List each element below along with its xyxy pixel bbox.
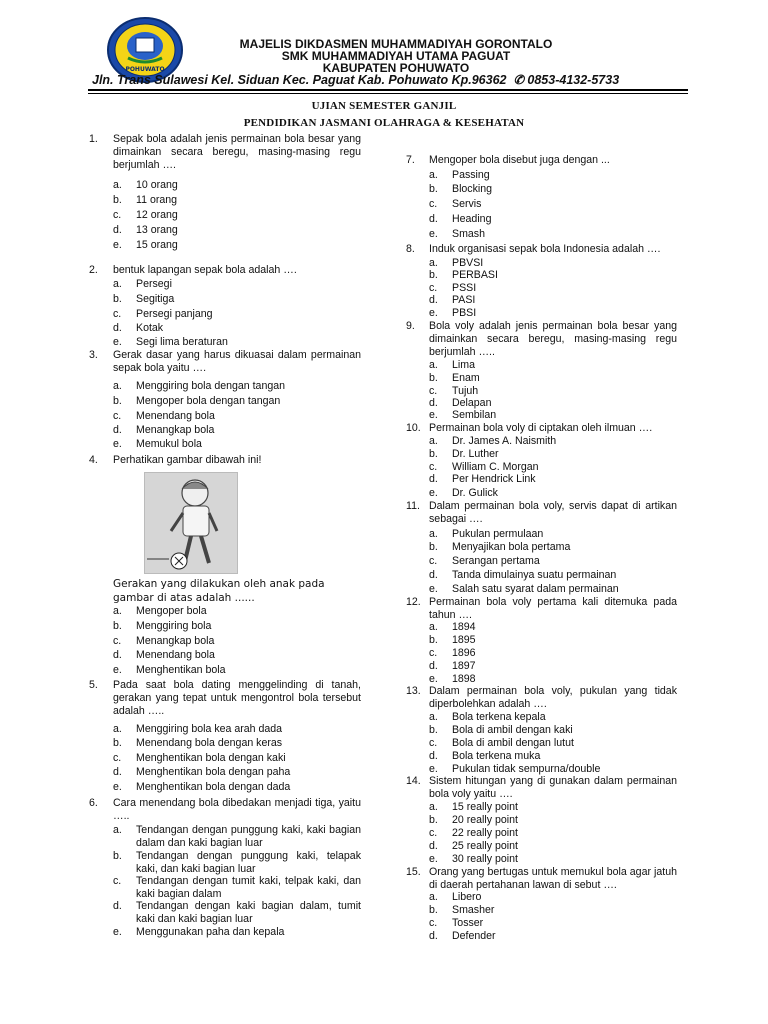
option-text: Lima [452,359,475,371]
question-number: 10. [406,422,421,434]
option-letter: c. [429,282,438,294]
option-text: Menghentikan bola dengan paha [136,766,291,778]
question-number: 1. [89,133,98,145]
option-text: 20 really point [452,814,518,826]
option-text: Blocking [452,183,493,195]
address-text: Jln. Trans Sulawesi Kel. Siduan Kec. Paguat Kab. Pohuwato Kp.96362 [92,73,507,87]
option-text: 1896 [452,647,476,659]
question-number: 11. [406,500,420,512]
question-text: Orang yang bertugas untuk memukul bola agar jatuh di daerah pertahanan lawan di sebut …. [429,866,677,891]
option-letter: e. [113,664,122,676]
option-letter: d. [429,660,438,672]
option-letter: a. [113,278,122,290]
question-number: 7. [406,154,415,166]
question-text: bentuk lapangan sepak bola adalah …. [113,264,297,276]
option-text: 11 orang [136,194,178,206]
question-text: Sistem hitungan yang di gunakan dalam permainan bola voly yaitu …. [429,775,677,800]
option-letter: e. [113,926,122,938]
option-letter: c. [429,461,438,473]
option-text: Menendang bola [136,649,215,661]
option-text: 30 really point [452,853,518,865]
option-letter: e. [113,239,122,251]
option-text: 12 orang [136,209,178,221]
option-text: Tosser [452,917,484,929]
header-line-1: MAJELIS DIKDASMEN MUHAMMADIYAH GORONTALO [239,37,553,51]
option-text: Delapan [452,397,492,409]
question-number: 12. [406,596,421,608]
question-text: Sepak bola adalah jenis permainan bola besar yang dimainkan secara beregu, masing-masing regu berjumlah …. [113,133,361,171]
option-text: PBSI [452,307,477,319]
option-letter: a. [429,359,438,371]
option-text: Menyajikan bola pertama [452,541,571,553]
option-letter: a. [429,891,438,903]
option-letter: e. [429,763,438,775]
option-text: 15 really point [452,801,518,813]
option-letter: b. [113,194,122,206]
question-12 [406,596,677,622]
option-letter: d. [429,750,438,762]
option-letter: c. [113,635,122,647]
question-3 [89,349,361,375]
option-letter: b. [429,634,438,646]
option-letter: e. [429,583,438,595]
option-text: William C. Morgan [452,461,539,473]
question-text: Pada saat bola dating menggelinding di tanah, gerakan yang tepat untuk mengontrol bola tersebut adalah ….. [113,679,361,717]
question-text: Dalam permainan bola voly, servis dapat di artikan sebagai …. [429,500,677,525]
option-letter: b. [429,541,438,553]
option-text: Mengoper bola dengan tangan [136,395,281,407]
option-letter: d. [429,473,438,485]
option-letter: d. [113,424,122,436]
option-letter: c. [113,410,122,422]
question-8 [406,243,677,256]
option-text: Tendangan dengan punggung kaki, telapak kaki, dan kaki bagian luar [136,850,361,875]
question-number: 8. [406,243,415,255]
option-text: Tendangan dengan kaki bagian dalam, tumit kaki dan kaki bagian luar [136,900,361,925]
option-letter: d. [113,649,122,661]
option-letter: a. [113,380,122,392]
option-letter: c. [113,752,122,764]
option-text: Servis [452,198,482,210]
question-text: Permainan bola voly di ciptakan oleh ilmuan …. [429,422,653,434]
option-text: Segi lima beraturan [136,336,228,348]
option-text: Sembilan [452,409,497,421]
header-rule-thick [88,89,688,91]
question-6 [89,797,361,823]
header-line-3: KABUPATEN POHUWATO [322,61,470,75]
option-letter: d. [113,322,122,334]
option-letter: b. [113,620,122,632]
option-letter: b. [429,814,438,826]
question-text: Perhatikan gambar dibawah ini! [113,454,262,466]
option-letter: c. [113,209,122,221]
option-letter: e. [429,853,438,865]
question-1 [89,133,361,172]
option-letter: e. [113,438,122,450]
option-letter: b. [429,372,438,384]
question-4 [89,454,361,467]
option-letter: e. [429,228,438,240]
option-letter: a. [113,179,122,191]
option-letter: d. [429,213,438,225]
picture-caption: Gerakan yang dilakukan oleh anak pada gambar di atas adalah ...... [113,578,325,604]
option-letter: c. [429,917,438,929]
option-text: 10 orang [136,179,178,191]
option-text: 13 orang [136,224,178,236]
option-text: Pukulan permulaan [452,528,544,540]
option-text: Dr. Luther [452,448,499,460]
option-text: PSSI [452,282,477,294]
option-text: 1897 [452,660,476,672]
option-letter: c. [429,827,438,839]
option-text: Menggunakan paha dan kepala [136,926,285,938]
question-9 [406,320,677,359]
option-letter: b. [429,448,438,460]
student-kicking-ball-illustration [144,472,238,574]
question-15 [406,866,677,892]
option-letter: d. [429,569,438,581]
option-letter: d. [429,397,438,409]
option-letter: d. [429,294,438,306]
option-text: Tendangan dengan punggung kaki, kaki bagian dalam dan kaki bagian luar [136,824,361,849]
option-letter: d. [429,840,438,852]
option-text: Menendang bola dengan keras [136,737,283,749]
option-letter: e. [429,673,438,685]
option-text: PERBASI [452,269,498,281]
option-text: Menggiring bola dengan tangan [136,380,286,392]
option-letter: c. [429,737,438,749]
option-text: Kotak [136,322,164,334]
question-10 [406,422,677,435]
question-number: 13. [406,685,421,697]
question-text: Induk organisasi sepak bola Indonesia adalah …. [429,243,661,255]
option-letter: c. [429,647,438,659]
option-text: Libero [452,891,482,903]
option-text: Bola terkena muka [452,750,541,762]
option-letter: e. [113,336,122,348]
option-text: 22 really point [452,827,518,839]
question-number: 4. [89,454,98,466]
option-text: 25 really point [452,840,518,852]
option-text: Persegi [136,278,172,290]
option-letter: b. [429,269,438,281]
option-text: Menangkap bola [136,424,215,436]
option-letter: b. [113,737,122,749]
question-text: Gerak dasar yang harus dikuasai dalam permainan sepak bola yaitu …. [113,349,361,374]
question-number: 3. [89,349,98,361]
option-letter: d. [113,900,122,912]
question-number: 15. [406,866,421,878]
question-text: Dalam permainan bola voly, pukulan yang tidak diperbolehkan adalah …. [429,685,677,710]
option-letter: a. [429,169,438,181]
option-text: PASI [452,294,476,306]
option-letter: a. [429,257,438,269]
option-letter: b. [113,293,122,305]
question-number: 14. [406,775,421,787]
option-letter: b. [113,395,122,407]
option-letter: a. [113,605,122,617]
option-text: 1898 [452,673,476,685]
option-text: Memukul bola [136,438,202,450]
question-14 [406,775,677,801]
option-text: 15 orang [136,239,178,251]
option-letter: c. [113,875,122,887]
question-number: 9. [406,320,415,332]
option-text: Tanda dimulainya suatu permainan [452,569,617,581]
option-letter: a. [429,435,438,447]
option-text: Bola terkena kepala [452,711,546,723]
question-number: 6. [89,797,98,809]
option-text: Menghentikan bola dengan kaki [136,752,286,764]
option-text: Enam [452,372,480,384]
option-letter: a. [429,711,438,723]
question-2 [89,264,361,277]
question-text: Bola voly adalah jenis permainan bola besar yang dimainkan secara beregu, masing-masing regu berjumlah ….. [429,320,677,358]
option-letter: a. [429,621,438,633]
option-text: Bola di ambil dengan lutut [452,737,574,749]
header-rule-thin [88,93,688,94]
option-letter: a. [429,528,438,540]
option-letter: a. [113,723,122,735]
option-text: Pukulan tidak sempurna/double [452,763,601,775]
option-letter: a. [429,801,438,813]
exam-title: UJIAN SEMESTER GANJIL [311,100,457,112]
option-text: Menggiring bola kea arah dada [136,723,283,735]
option-text: Defender [452,930,496,942]
option-text: Salah satu syarat dalam permainan [452,583,619,595]
option-text: Tujuh [452,385,479,397]
option-letter: e. [113,781,122,793]
option-letter: d. [113,224,122,236]
question-13 [406,685,677,711]
question-11 [406,500,677,526]
option-text: Bola di ambil dengan kaki [452,724,573,736]
question-text: Mengoper bola disebut juga dengan ... [429,154,610,166]
option-text: Dr. Gulick [452,487,498,499]
question-number: 2. [89,264,98,276]
option-letter: b. [429,724,438,736]
option-text: 1895 [452,634,476,646]
question-text: Permainan bola voly pertama kali ditemuka pada tahun …. [429,596,677,621]
option-letter: a. [113,824,122,836]
option-letter: c. [113,308,122,320]
option-letter: b. [429,183,438,195]
option-text: Menghentikan bola [136,664,226,676]
option-letter: e. [429,307,438,319]
option-letter: d. [113,766,122,778]
option-text: Mengoper bola [136,605,207,617]
option-letter: d. [429,930,438,942]
header-line-2: SMK MUHAMMADIYAH UTAMA PAGUAT [281,49,511,63]
option-text: Menggiring bola [136,620,212,632]
option-text: Menendang bola [136,410,215,422]
address-line [92,72,692,87]
option-text: Menangkap bola [136,635,215,647]
option-text: PBVSI [452,257,484,269]
option-letter: b. [113,850,122,862]
option-text: Smash [452,228,485,240]
option-letter: c. [429,198,438,210]
option-text: Dr. James A. Naismith [452,435,557,447]
phone-number: 0853-4132-5733 [527,73,620,87]
option-text: Menghentikan bola dengan dada [136,781,291,793]
option-letter: b. [429,904,438,916]
option-letter: e. [429,487,438,499]
option-text: Segitiga [136,293,175,305]
option-text: Serangan pertama [452,555,540,567]
question-7 [406,154,677,167]
option-text: Smasher [452,904,495,916]
option-letter: c. [429,385,438,397]
option-letter: c. [429,555,438,567]
option-text: Tendangan dengan tumit kaki, telpak kaki, dan kaki bagian dalam [136,875,361,900]
option-text: Passing [452,169,490,181]
option-text: Heading [452,213,492,225]
question-number: 5. [89,679,98,691]
question-5 [89,679,361,718]
option-text: Per Hendrick Link [452,473,536,485]
phone-icon: ✆ [509,73,524,87]
subject-title: PENDIDIKAN JASMANI OLAHRAGA & KESEHATAN [243,117,525,129]
svg-text:POHUWATO: POHUWATO [125,66,165,73]
option-text: Persegi panjang [136,308,213,320]
option-letter: e. [429,409,438,421]
question-text: Cara menendang bola dibedakan menjadi tiga, yaitu ….. [113,797,361,822]
option-text: 1894 [452,621,476,633]
